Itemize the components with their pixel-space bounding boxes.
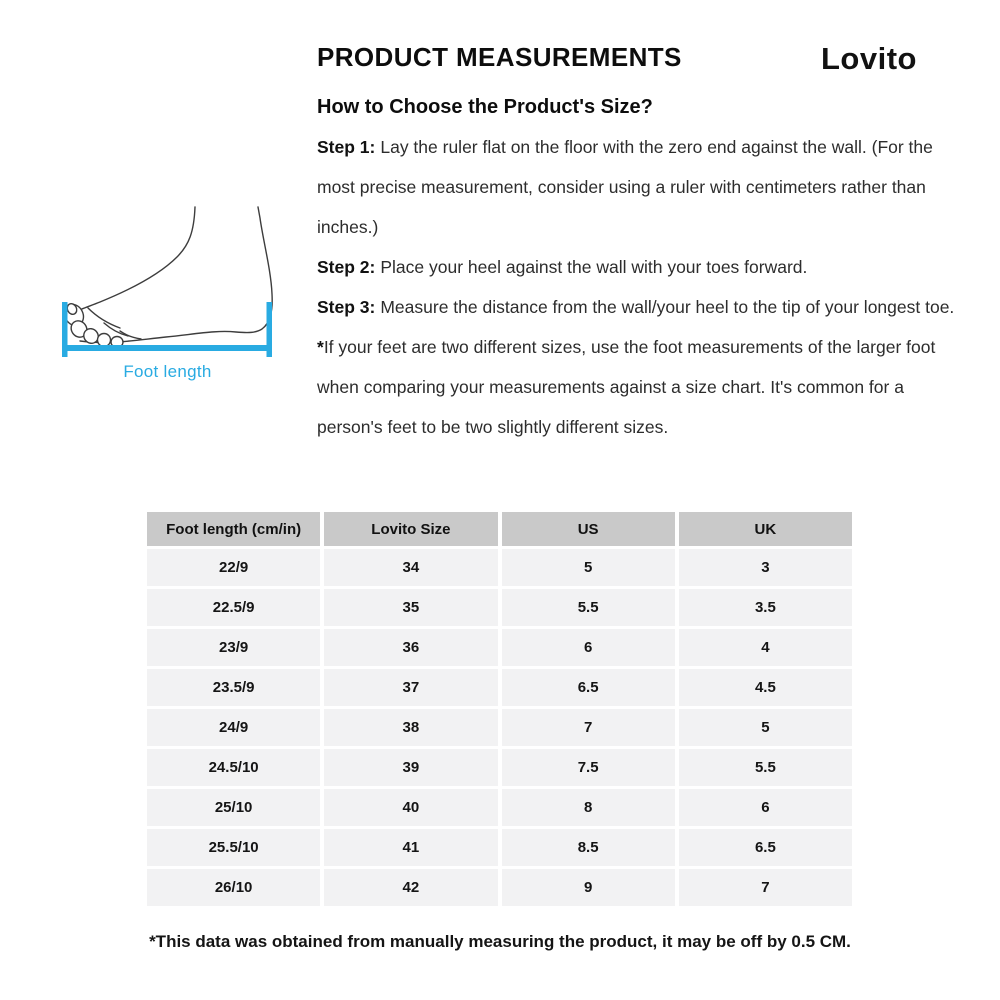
size-table [143,509,856,909]
cell-foot-length: 22/9 [147,549,320,586]
page-title: PRODUCT MEASUREMENTS [317,42,682,72]
foot-length-label: Foot length [123,362,212,381]
step-3-text: Measure the distance from the wall/your heel to the tip of your longest toe. [380,297,955,317]
cell-foot-length: 22.5/9 [147,589,320,626]
cell-lovito-size: 34 [324,549,497,586]
cell-foot-length: 23/9 [147,629,320,666]
cell-uk: 4.5 [679,669,852,706]
table-row [147,629,852,666]
guide-text [317,127,957,447]
table-row [147,749,852,786]
column-header-us: US [502,512,675,546]
table-row [147,829,852,866]
cell-uk: 6 [679,789,852,826]
cell-uk: 4 [679,629,852,666]
size-table-container [143,509,856,909]
foot-outline [75,207,272,342]
step-1-label: Step 1: [317,137,376,157]
cell-us: 9 [502,869,675,906]
cell-lovito-size: 36 [324,629,497,666]
step-1 [317,127,957,247]
step-3-label: Step 3: [317,297,376,317]
cell-us: 6.5 [502,669,675,706]
cell-us: 8.5 [502,829,675,866]
cell-foot-length: 26/10 [147,869,320,906]
table-header-row [147,512,852,546]
cell-us: 8 [502,789,675,826]
cell-us: 6 [502,629,675,666]
cell-lovito-size: 37 [324,669,497,706]
step-2-text: Place your heel against the wall with your toes forward. [380,257,808,277]
foot-illustration [50,190,285,360]
table-row [147,869,852,906]
cell-lovito-size: 39 [324,749,497,786]
step-2-label: Step 2: [317,257,376,277]
column-header-lovito-size: Lovito Size [324,512,497,546]
cell-us: 7 [502,709,675,746]
table-row [147,709,852,746]
cell-foot-length: 23.5/9 [147,669,320,706]
cell-foot-length: 25/10 [147,789,320,826]
cell-lovito-size: 38 [324,709,497,746]
table-row [147,549,852,586]
cell-uk: 5.5 [679,749,852,786]
sizing-note [317,327,957,447]
cell-uk: 7 [679,869,852,906]
guide-heading: How to Choose the Product's Size? [317,96,653,118]
cell-uk: 3.5 [679,589,852,626]
cell-us: 5 [502,549,675,586]
note-text: If your feet are two different sizes, use the foot measurements of the larger foot when comparing your measurements against a size chart. It's common for a person's feet to be two slightly different sizes. [317,337,936,437]
cell-us: 5.5 [502,589,675,626]
cell-lovito-size: 41 [324,829,497,866]
cell-uk: 3 [679,549,852,586]
column-header-foot-length: Foot length (cm/in) [147,512,320,546]
column-header-uk: UK [679,512,852,546]
step-3 [317,287,957,327]
cell-lovito-size: 42 [324,869,497,906]
cell-lovito-size: 35 [324,589,497,626]
measurement-disclaimer: *This data was obtained from manually measuring the product, it may be off by 0.5 CM. [149,932,851,951]
foot-measurement-figure [50,190,285,382]
table-row [147,589,852,626]
brand-logo: Lovito [821,41,917,76]
cell-uk: 5 [679,709,852,746]
step-2 [317,247,957,287]
cell-uk: 6.5 [679,829,852,866]
cell-lovito-size: 40 [324,789,497,826]
note-marker: * [317,337,324,357]
toes [61,301,123,347]
cell-foot-length: 24.5/10 [147,749,320,786]
table-row [147,789,852,826]
table-row [147,669,852,706]
cell-us: 7.5 [502,749,675,786]
cell-foot-length: 24/9 [147,709,320,746]
cell-foot-length: 25.5/10 [147,829,320,866]
step-1-text: Lay the ruler flat on the floor with the zero end against the wall. (For the most precise measurement, consider using a ruler with centimeters rather than inches.) [317,137,933,237]
